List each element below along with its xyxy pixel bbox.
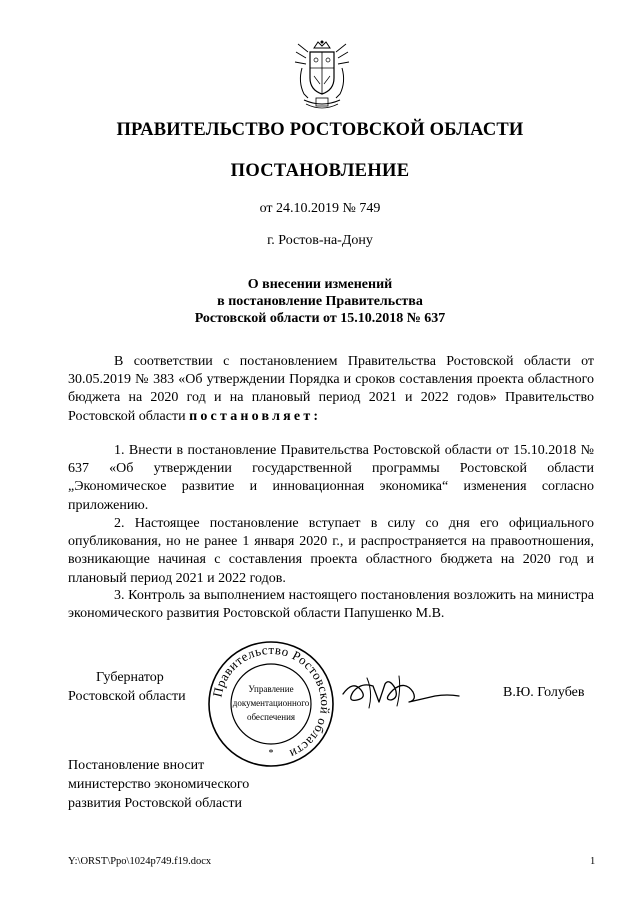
official-stamp [207, 640, 335, 768]
note-line-1: Постановление вносит [68, 758, 205, 773]
subject-line-3: Ростовской области от 15.10.2018 № 637 [194, 311, 446, 326]
stamp-ring-text: Правительство Ростовской области [209, 641, 334, 762]
date-number: от 24.10.2019 № 749 [259, 201, 381, 216]
file-path: Y:\ORST\Ppo\1024p749.f19.docx [68, 856, 212, 867]
item-1-paragraph: 1. Внести в постановление Правительства Ростовской области от 15.10.2018 № 637 «Об утверждении государственной программы Ростовской области „Экономическое развитие и инновационная экономика“ изменения согласно приложению. [68, 443, 594, 513]
coat-of-arms-emblem [292, 38, 352, 114]
note-line-2: министерство экономического [68, 777, 250, 792]
position-line-2: Ростовской области [68, 689, 186, 704]
stamp-inner-line-2: документационного [232, 698, 310, 708]
item-3-paragraph: 3. Контроль за выполнением настоящего постановления возложить на министра экономического развития Ростовской области Папушенко М.В. [68, 588, 594, 622]
stamp-inner-line-3: обеспечения [246, 712, 296, 722]
document-type: ПОСТАНОВЛЕНИЕ [230, 161, 410, 181]
handwritten-signature [339, 672, 465, 714]
document-subject [0, 276, 640, 327]
submitted-by-note [68, 756, 249, 813]
preamble-paragraph [68, 353, 594, 426]
stamp-star-icon: * [268, 748, 274, 759]
preamble-text: В соответствии с постановлением Правительства Ростовской области от 30.05.2019 № 383 «Об утверждении Порядка и сроков составления проекта областного бюджета на 2020 год и на плановый период 2021 и 2022 годов» Правительство Ростовской области [68, 354, 594, 424]
position-line-1: Губернатор [96, 670, 164, 685]
note-line-3: развития Ростовской области [68, 796, 242, 811]
signatory-position [68, 668, 186, 706]
signatory-name: В.Ю. Голубев [503, 685, 585, 700]
decision-word: постановляет: [189, 408, 322, 424]
city: г. Ростов-на-Дону [267, 233, 373, 248]
page-number: 1 [590, 856, 596, 867]
item-2-paragraph: 2. Настоящее постановление вступает в силу со дня его официального опубликования, но не ранее 1 января 2020 г., и распространяется на правоотношения, возникающие начиная с составления проекта областного бюджета на 2020 год и плановый период 2021 и 2022 годов. [68, 516, 594, 586]
organization-title: ПРАВИТЕЛЬСТВО РОСТОВСКОЙ ОБЛАСТИ [116, 120, 524, 140]
subject-line-1: О внесении изменений [247, 277, 393, 292]
stamp-inner-line-1: Управление [248, 684, 294, 694]
subject-line-2: в постановление Правительства [217, 294, 423, 309]
